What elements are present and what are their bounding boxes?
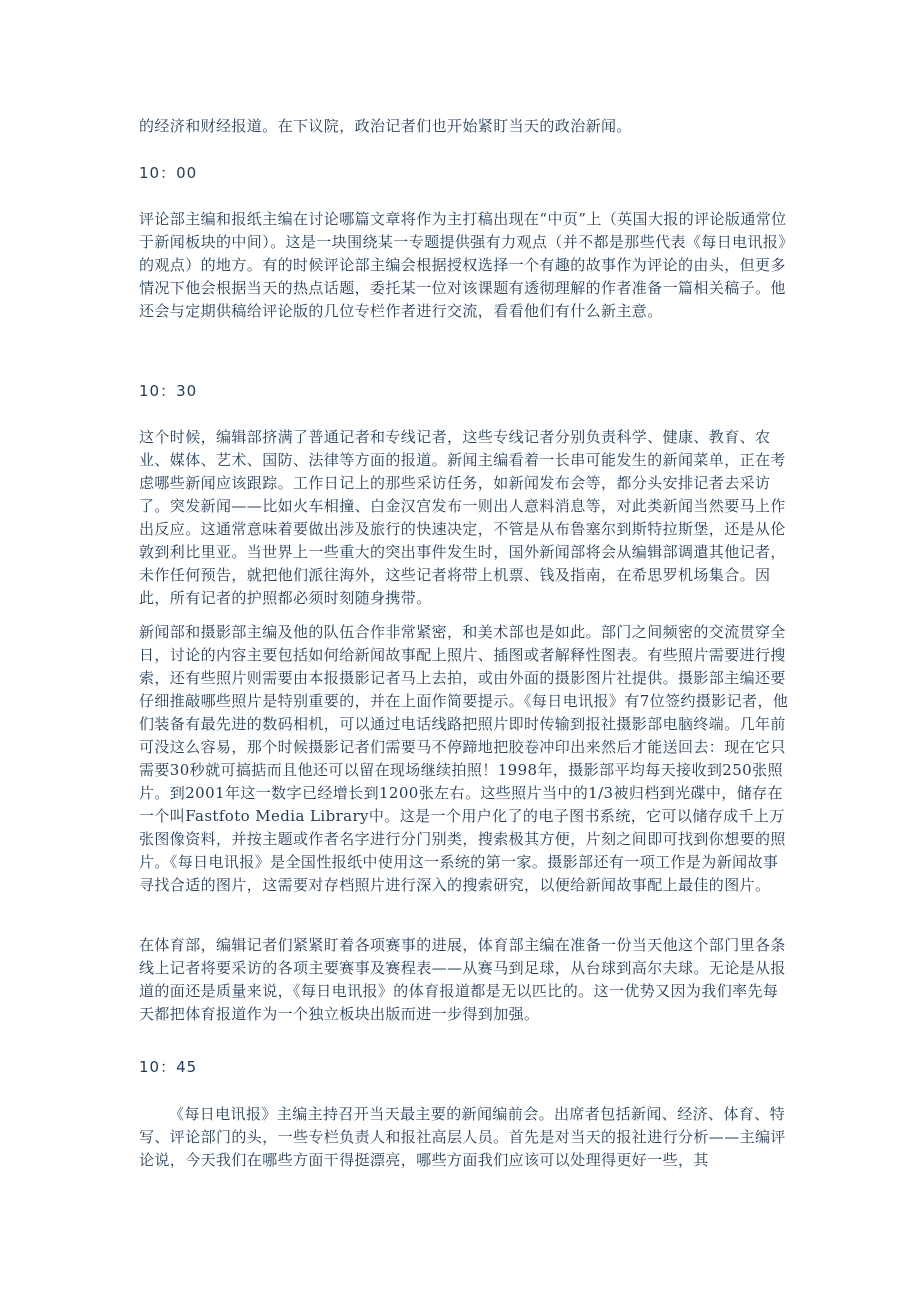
paragraph-1000: 评论部主编和报纸主编在讨论哪篇文章将作为主打稿出现在“中页”上（英国大报的评论版通常位于新闻板块的中间）。这是一块围绕某一专题提供强有力观点（并不都是那些代表《每日电讯报》的观点）的地方。有的时候评论部主编会根据授权选择一个有趣的故事作为评论的由头，但更多情况下他会根据当天的热点话题，委托某一位对该课题有透彻理解的作者准备一篇相关稿子。他还会与定期供稿给评论版的几位专栏作者进行交流，看看他们有什么新主意。 xyxy=(139,210,787,320)
paragraph-intro: 的经济和财经报道。在下议院，政治记者们也开始紧盯当天的政治新闻。 xyxy=(139,117,632,135)
paragraph-1030-photo: 新闻部和摄影部主编及他的队伍合作非常紧密，和美术部也是如此。部门之间频密的交流贯穿全日，讨论的内容主要包括如何给新闻故事配上照片、插图或者解释性图表。有些照片需要进行搜索，还有些照片则需要由本报摄影记者马上去拍，或由外面的摄影图片社提供。摄影部主编还要仔细推敲哪些照片是特别重要的，并在上面作简要提示。《每日电讯报》有7位签约摄影记者，他们装备有最先进的数码相机，可以通过电话线路把照片即时传输到报社摄影部电脑终端。几年前可没这么容易，那个时候摄影记者们需要马不停蹄地把胶卷冲印出来然后才能送回去：现在它只需要30秒就可搞掂而且他还可以留在现场继续拍照！1998年，摄影部平均每天接收到250张照片。到2001年这一数字已经增长到1200张左右。这些照片当中的1/3被归档到光碟中，储存在一个叫Fastfoto Media Library中。这是一个用户化了的电子图书系统，它可以储存成千上万张图像资料，并按主题或作者名字进行分门别类，搜索极其方便，片刻之间即可找到你想要的照片。《每日电讯报》是全国性报纸中使用这一系统的第一家。摄影部还有一项工作是为新闻故事寻找合适的图片，这需要对存档照片进行深入的搜索研究，以便给新闻故事配上最佳的图片。 xyxy=(139,623,789,894)
time-heading-1000: 10：00 xyxy=(139,164,198,182)
paragraph-1045: 《每日电讯报》主编主持召开当天最主要的新闻编前会。出席者包括新闻、经济、体育、特写、评论部门的头，一些专栏负责人和报社高层人员。首先是对当天的报社进行分析——主编评论说，今天我们在哪些方面干得挺漂亮，哪些方面我们应该可以处理得更好一些，其 xyxy=(139,1105,786,1169)
time-heading-1045: 10：45 xyxy=(139,1058,198,1076)
time-heading-1030: 10：30 xyxy=(139,382,198,400)
paragraph-1030-sports: 在体育部，编辑记者们紧紧盯着各项赛事的进展，体育部主编在准备一份当天他这个部门里各条线上记者将要采访的各项主要赛事及赛程表——从赛马到足球，从台球到高尔夫球。无论是从报道的面还是质量来说，《每日电讯报》的体育报道都是无以匹比的。这一优势又因为我们率先每天都把体育报道作为一个独立板块出版而进一步得到加强。 xyxy=(139,936,786,1023)
paragraph-1030-newsroom: 这个时候，编辑部挤满了普通记者和专线记者，这些专线记者分别负责科学、健康、教育、农业、媒体、艺术、国防、法律等方面的报道。新闻主编看着一长串可能发生的新闻菜单，正在考虑哪些新闻应该跟踪。工作日记上的那些采访任务，如新闻发布会等，都分头安排记者去采访了。突发新闻——比如火车相撞、白金汉宫发布一则出人意料消息等，对此类新闻当然要马上作出反应。这通常意味着要做出涉及旅行的快速决定，不管是从布鲁塞尔到斯特拉斯堡，还是从伦敦到利比里亚。当世界上一些重大的突出事件发生时，国外新闻部将会从编辑部调遣其他记者，未作任何预告，就把他们派往海外，这些记者将带上机票、钱及指南，在希思罗机场集合。因此，所有记者的护照都必须时刻随身携带。 xyxy=(139,428,786,607)
